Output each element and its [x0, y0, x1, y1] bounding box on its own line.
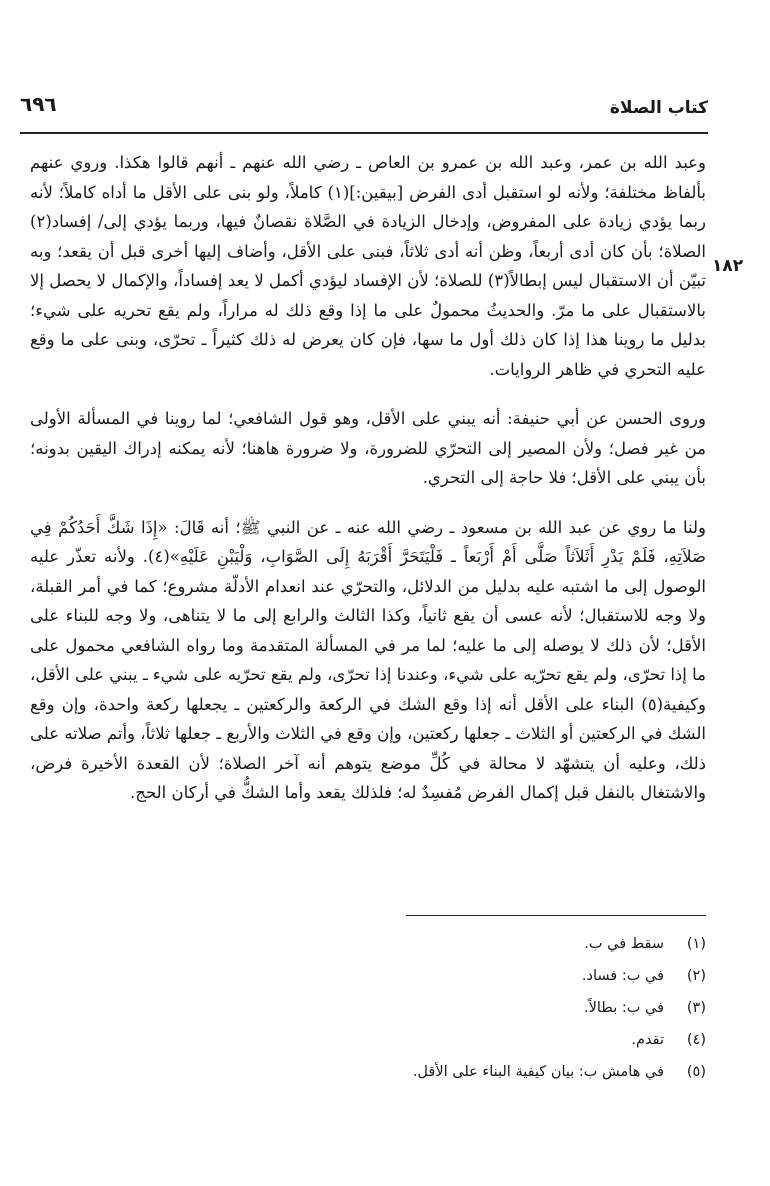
footnote-text: في ب: بطالاً.	[584, 1000, 664, 1016]
footnote-item	[106, 992, 706, 1024]
footnote-text: في هامش ب: بيان كيفية البناء على الأقل.	[412, 1064, 664, 1080]
footnote-number: (١)	[686, 936, 706, 952]
footnote-item	[106, 1056, 706, 1088]
page-header	[20, 88, 708, 124]
margin-page-reference: ١٨٢	[712, 256, 744, 276]
footnote-text: سقط في ب.	[584, 936, 664, 952]
header-divider	[20, 132, 708, 134]
footnote-item	[106, 960, 706, 992]
paragraph: وعبد الله بن عمر، وعبد الله بن عمرو بن العاص ـ رضي الله عنهم ـ أنهم قالوا هكذا. وروي عنهم بألفاظ مختلفة؛ ولأنه لو استقبل أدى الفرض [بيقين:](١) كاملاً، ولو بنى على الأقل ما أداه كاملاً؛ لأنه ربما يؤدي زيادة على المفروض، وإدخال الزيادة في الصَّلاة نقصانٌ فيها، وربما يؤدي إلى/ إفساد(٢) الصلاة؛ بأن كان أدى أربعاً، وظن أنه أدى ثلاثاً، فبنى على الأقل، وأضاف إليها أخرى قبل أن يقعد؛ وبه تبيّن أن الاستقبال ليس إبطالاً(٣) للصلاة؛ لأن الإفساد ليؤدي أكمل لا يعد إفساداً، والإكمال لا يحصل إلا بالاستقبال على ما مرّ. والحديثُ محمولٌ على ما إذا وقع ذلك له مراراً، ولم يقع تحريه على شيء؛ بدليل ما روينا هذا إذا كان ذلك أول ما سها، فإن كان يعرض له ذلك كثيراً ـ تحرّى، وبنى على ما وقع عليه التحري في ظاهر الروايات.	[30, 153, 707, 379]
paragraph: وروى الحسن عن أبي حنيفة: أنه يبني على الأقل، وهو قول الشافعي؛ لما روينا في المسألة الأولى من غير فصل؛ ولأن المصير إلى التحرّي للضرورة، ولا ضرورة هاهنا؛ لأنه يمكنه إدراك اليقين بدونه؛ بأن يبني على الأقل؛ فلا حاجة إلى التحري.	[30, 409, 706, 487]
footnote-number: (٥)	[686, 1064, 706, 1080]
footnote-number: (٤)	[686, 1032, 706, 1048]
footnote-item	[106, 928, 706, 960]
footnote-text: في ب: فساد.	[581, 968, 664, 984]
footnote-item	[106, 1024, 706, 1056]
book-title: كتاب الصلاة	[609, 98, 708, 118]
footnote-divider	[406, 915, 706, 916]
footnote-text: تقدم.	[631, 1032, 664, 1048]
footnote-number: (٢)	[686, 968, 706, 984]
main-text	[30, 148, 706, 808]
footnote-number: (٣)	[686, 1000, 706, 1016]
page-number: ٦٩٦	[20, 92, 57, 116]
paragraph: ولنا ما روي عن عبد الله بن مسعود ـ رضي الله عنه ـ عن النبي ﷺ؛ أنه قَالَ: «إِذَا شَكَّ أَحَدُكُمْ فِي صَلاَتِهِ، فَلَمْ يَدْرِ أَثَلاَثاً صَلَّى أَمْ أَرْبَعاً ـ فَلْيَتَحَرَّ أَقْرَبَهُ إِلَى الصَّوَابِ، وَلْيَبْنِ عَلَيْهِ»(٤). ولأنه تعذّر عليه الوصول إلى ما اشتبه عليه بدليل من الدلائل، والتحرّي عند انعدام الأدلّة مشروع؛ كما في أمر القبلة، ولا وجه للاستقبال؛ لأنه عسى أن يقع ثانياً، وكذا الثالث والرابع إلى ما لا يتناهى، ولا وجه للبناء على الأقل؛ لأن ذلك لا يوصله إلى ما عليه؛ لما مر في المسألة المتقدمة وما رواه الشافعي محمول على ما إذا تحرّى، ولم يقع تحرّيه على شيء، وعندنا إذا تحرّى، ولم يقع تحرّيه على شيء ـ يبني على الأقل، وكيفية(٥) البناء على الأقل أنه إذا وقع الشك في الركعة والركعتين ـ يجعلها ركعة واحدة، وإن وقع الشك في الركعتين أو الثلاث ـ جعلها ركعتين، وإن وقع في الثلاث والأربع ـ جعلها ثلاثاً، وأتم صلاته على ذلك، وعليه أن يتشهّد لا محالة في كُلِّ موضع يتوهم أنه آخر الصلاة؛ لأن القعدة الأخيرة فرض، والاشتغال بالنفل قبل إكمال الفرض مُفسِدٌ له؛ فلذلك يقعد وأما الشكُّ في أركان الحج.	[30, 517, 706, 802]
footnotes-list	[106, 928, 706, 1088]
